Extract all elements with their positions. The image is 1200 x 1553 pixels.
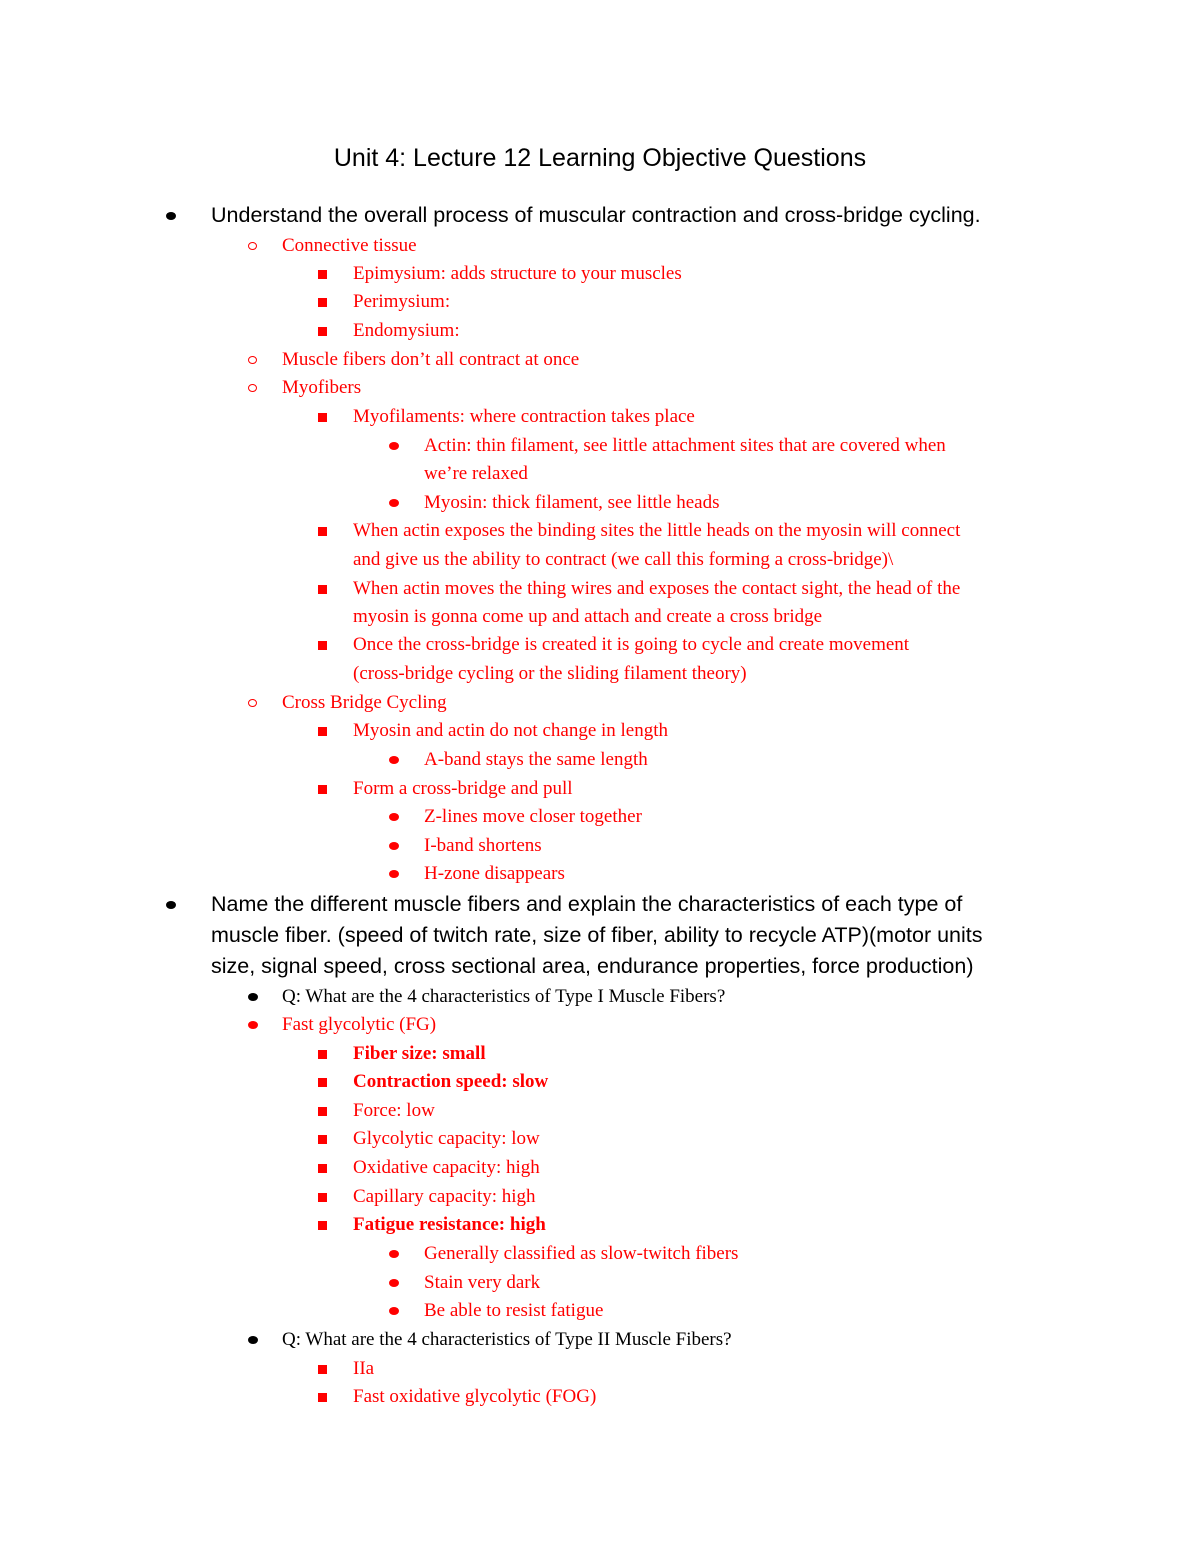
item-text-l3: IIa (353, 1358, 375, 1379)
item-text-l4: Z-lines move closer together (424, 806, 642, 827)
square-bullet-icon (318, 1164, 327, 1173)
item-text-l3: Fatigue resistance: high (353, 1214, 546, 1235)
square-bullet-icon (318, 727, 327, 736)
square-bullet-icon (318, 1135, 327, 1144)
item-text-l3: Glycolytic capacity: low (353, 1128, 540, 1149)
disc-bullet-icon (389, 1279, 399, 1287)
item-text-l3: Once the cross-bridge is created it is going to cycle and create movement (353, 634, 910, 655)
item-text-l1: muscle fiber. (speed of twitch rate, size of fiber, ability to recycle ATP)(motor units (211, 923, 983, 947)
item-text-l3: Perimysium: (353, 291, 451, 312)
item-text-l3: Myosin and actin do not change in length (353, 720, 669, 741)
item-text-l2: Q: What are the 4 characteristics of Type II Muscle Fibers? (282, 1329, 732, 1350)
item-text-l4: A-band stays the same length (424, 749, 648, 770)
item-text-l3: Capillary capacity: high (353, 1186, 536, 1207)
item-text-l3: Form a cross-bridge and pull (353, 778, 573, 799)
item-text-l2: Myofibers (282, 377, 362, 398)
item-text-l3: Fast oxidative glycolytic (FOG) (353, 1386, 597, 1407)
page-title: Unit 4: Lecture 12 Learning Objective Questions (333, 144, 867, 172)
square-bullet-icon (318, 527, 327, 536)
item-text-l4: we’re relaxed (424, 463, 528, 484)
disc-bullet-icon (389, 499, 399, 507)
item-text-l4: Be able to resist fatigue (424, 1300, 604, 1321)
item-text-l1: Name the different muscle fibers and explain the characteristics of each type of (211, 892, 963, 916)
disc-bullet-icon (248, 1336, 258, 1344)
item-text-l3: (cross-bridge cycling or the sliding filament theory) (353, 663, 747, 684)
item-text-l3: and give us the ability to contract (we call this forming a cross-bridge)\ (353, 549, 894, 570)
disc-bullet-icon (248, 1021, 258, 1029)
disc-bullet-icon (389, 1250, 399, 1258)
item-text-l2: Cross Bridge Cycling (282, 692, 447, 713)
disc-bullet-icon (248, 993, 258, 1001)
item-text-l3: Contraction speed: slow (353, 1071, 549, 1092)
square-bullet-icon (318, 641, 327, 650)
circle-bullet-icon (248, 356, 257, 364)
square-bullet-icon (318, 413, 327, 422)
square-bullet-icon (318, 1078, 327, 1087)
item-text-l4: I-band shortens (424, 835, 542, 856)
item-text-l4: Stain very dark (424, 1272, 541, 1293)
disc-bullet-icon (389, 813, 399, 821)
square-bullet-icon (318, 1393, 327, 1402)
square-bullet-icon (318, 298, 327, 307)
square-bullet-icon (318, 1221, 327, 1230)
item-text-l2: Fast glycolytic (FG) (282, 1014, 437, 1035)
circle-bullet-icon (248, 699, 257, 707)
item-text-l2: Q: What are the 4 characteristics of Type I Muscle Fibers? (282, 986, 726, 1007)
circle-bullet-icon (248, 242, 257, 250)
item-text-l4: Actin: thin filament, see little attachment sites that are covered when (424, 435, 946, 456)
disc-bullet-icon (166, 212, 176, 220)
item-text-l3: When actin moves the thing wires and exposes the contact sight, the head of the (353, 578, 961, 599)
square-bullet-icon (318, 270, 327, 279)
item-text-l4: Myosin: thick filament, see little heads (424, 492, 720, 513)
item-text-l1: size, signal speed, cross sectional area, endurance properties, force production) (211, 954, 974, 978)
item-text-l3: Epimysium: adds structure to your muscles (353, 263, 682, 284)
item-text-l3: myosin is gonna come up and attach and create a cross bridge (353, 606, 823, 627)
item-text-l2: Connective tissue (282, 235, 417, 256)
square-bullet-icon (318, 1050, 327, 1059)
square-bullet-icon (318, 1107, 327, 1116)
square-bullet-icon (318, 785, 327, 794)
square-bullet-icon (318, 1365, 327, 1374)
item-text-l1: Understand the overall process of muscular contraction and cross-bridge cycling. (211, 203, 981, 227)
disc-bullet-icon (389, 756, 399, 764)
item-text-l3: Oxidative capacity: high (353, 1157, 540, 1178)
circle-bullet-icon (248, 384, 257, 392)
disc-bullet-icon (389, 442, 399, 450)
disc-bullet-icon (389, 842, 399, 850)
disc-bullet-icon (389, 1307, 399, 1315)
item-text-l3: Myofilaments: where contraction takes place (353, 406, 695, 427)
square-bullet-icon (318, 327, 327, 336)
item-text-l2: Muscle fibers don’t all contract at once (282, 349, 580, 370)
item-text-l3: Endomysium: (353, 320, 460, 341)
item-text-l4: H-zone disappears (424, 863, 565, 884)
square-bullet-icon (318, 585, 327, 594)
disc-bullet-icon (166, 901, 176, 909)
item-text-l3: When actin exposes the binding sites the little heads on the myosin will connect (353, 520, 961, 541)
square-bullet-icon (318, 1193, 327, 1202)
disc-bullet-icon (389, 870, 399, 878)
item-text-l4: Generally classified as slow-twitch fibers (424, 1243, 739, 1264)
item-text-l3: Force: low (353, 1100, 435, 1121)
item-text-l3: Fiber size: small (353, 1043, 486, 1064)
